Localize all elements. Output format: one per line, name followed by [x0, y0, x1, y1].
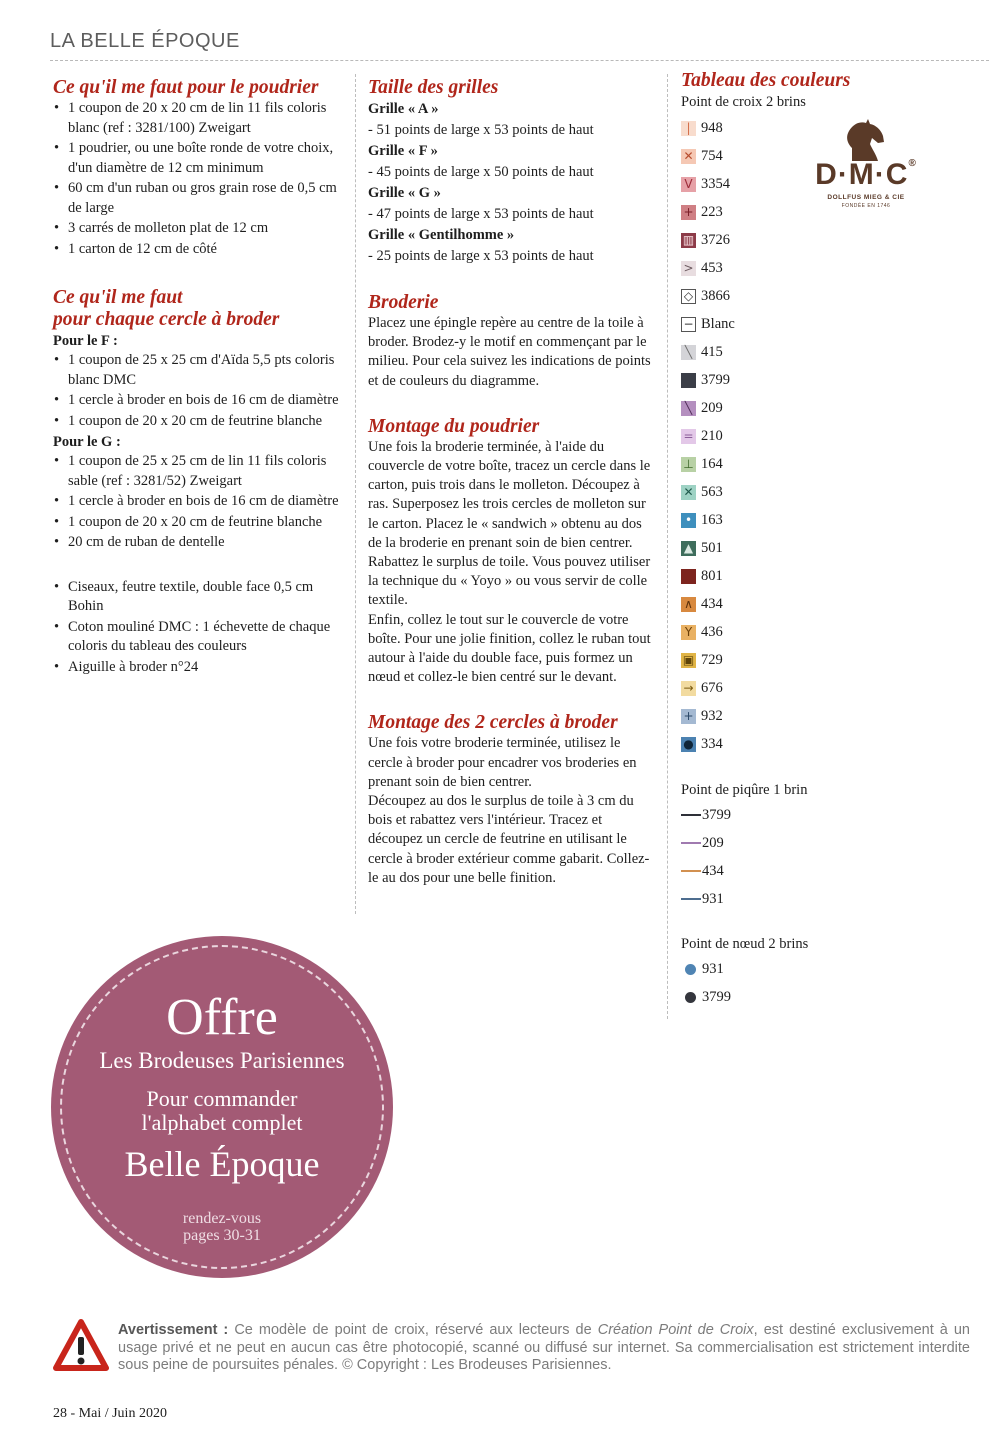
color-swatch-row [681, 674, 821, 702]
supplies-column [53, 77, 345, 678]
offer-badge[interactable] [51, 936, 393, 1278]
magazine-name: Création Point de Croix [597, 1322, 754, 1338]
supplies-hoop-title-line1: Ce qu'il me faut [53, 287, 183, 308]
backstitch-line-icon [681, 870, 701, 872]
offer-brand: Les Brodeuses Parisiennes [99, 1048, 345, 1073]
color-swatch-row [681, 730, 821, 758]
backstitch-row [681, 829, 821, 857]
list-item: • 1 poudrier, ou une boîte ronde de votre choix, d'un diamètre de 12 cm minimum [53, 139, 345, 178]
page-section-title: LA BELLE ÉPOQUE [50, 30, 240, 52]
cross-stitch-symbol-icon: ∧ [681, 597, 696, 612]
color-swatch-row [681, 366, 821, 394]
color-swatch-row [681, 646, 821, 674]
backstitch-line-icon [681, 842, 701, 844]
dmc-color-code: 415 [701, 343, 723, 360]
dmc-color-code: 3799 [702, 988, 731, 1005]
dmc-color-code: 563 [701, 483, 723, 500]
color-swatch-row [681, 702, 821, 730]
cross-stitch-symbol-icon: > [681, 261, 696, 276]
offer-title: Offre [166, 989, 278, 1046]
montage-poudrier-title: Montage du poudrier [368, 415, 540, 437]
french-knot-dot-icon [685, 964, 696, 975]
cross-stitch-symbol-icon: → [681, 681, 696, 696]
dmc-color-code: 209 [701, 399, 723, 416]
dmc-registered: ® [908, 158, 917, 169]
color-swatch-row [681, 394, 821, 422]
cross-stitch-symbol-icon: ╲ [681, 345, 696, 360]
supplies-powder-box-list [53, 99, 345, 259]
backstitch-row [681, 857, 821, 885]
color-swatch-row [681, 562, 821, 590]
list-item: • 20 cm de ruban de dentelle [53, 533, 345, 553]
dmc-color-code: 3799 [702, 806, 731, 823]
dmc-color-code: 501 [701, 539, 723, 556]
color-table-subtitle: Point de croix 2 brins [681, 94, 806, 110]
dmc-color-code: 3726 [701, 231, 730, 248]
color-swatch-row [681, 618, 821, 646]
dmc-color-code: 334 [701, 735, 723, 752]
list-item: • 1 cercle à broder en bois de 16 cm de diamètre [53, 391, 345, 411]
cross-stitch-symbol-icon: V [681, 177, 696, 192]
french-knot-row [681, 955, 821, 983]
grid-label: Grille « G » [368, 185, 441, 201]
grid-label: Grille « F » [368, 143, 438, 159]
backstitch-line-icon [681, 814, 701, 816]
color-swatch-row [681, 478, 821, 506]
backstitch-row [681, 801, 821, 829]
color-swatch-row [681, 282, 821, 310]
french-knot-dot-icon [685, 992, 696, 1003]
cross-stitch-symbol-icon: + [681, 205, 696, 220]
backstitch-list [681, 801, 821, 913]
backstitch-line-icon [681, 898, 701, 900]
header-divider [50, 60, 989, 61]
color-table-column [681, 70, 851, 1011]
color-swatch-row [681, 422, 821, 450]
dmc-color-code: 729 [701, 651, 723, 668]
cross-stitch-symbol-icon: ▥ [682, 233, 695, 247]
dmc-color-code: 210 [701, 427, 723, 444]
color-swatch-row [681, 254, 821, 282]
dmc-color-code: 676 [701, 679, 723, 696]
backstitch-title: Point de piqûre 1 brin [681, 782, 808, 798]
dmc-color-code: 434 [702, 862, 724, 879]
offer-ref-1: rendez-vous [182, 1210, 262, 1227]
dmc-color-code: 3799 [701, 371, 730, 388]
dmc-color-code: 434 [701, 595, 723, 612]
dmc-color-code: 801 [701, 567, 723, 584]
cross-stitch-symbol-icon [681, 569, 696, 584]
montage-poudrier-text-1: Une fois la broderie terminée, à l'aide du couvercle de votre boîte, tracez un cercle dans le carton, puis trois dans le molleton. Découpez à ras. Superposez les trois cercles de molleton sur le carton. Placez le « sandwich » obtenu au dos de la broderie en prenant soin de bien centrer. Rabattez le surplus de toile. Vous pouvez utiliser la technique du « Yoyo » ou vous servir de colle textile. [368, 438, 651, 609]
cross-stitch-symbol-icon: ╲ [681, 401, 696, 416]
french-knot-title: Point de nœud 2 brins [681, 936, 809, 952]
dmc-brand-name: D·M·C [815, 158, 909, 191]
cross-stitch-symbol-icon: + [681, 709, 696, 724]
grid-size: - 45 points de large x 50 points de haut [368, 164, 594, 180]
dmc-color-code: 948 [701, 119, 723, 136]
color-swatch-list [681, 114, 821, 758]
offer-line-2: l'alphabet complet [141, 1110, 303, 1135]
dmc-color-code: 223 [701, 203, 723, 220]
cross-stitch-symbol-icon: = [681, 429, 696, 444]
dmc-color-code: 3354 [701, 175, 730, 192]
cross-stitch-symbol-icon: ⊥ [681, 457, 696, 472]
cross-stitch-symbol-icon: − [681, 317, 696, 332]
cross-stitch-symbol-icon: • [681, 513, 696, 528]
cross-stitch-symbol-icon: ▣ [682, 653, 695, 667]
broderie-title: Broderie [368, 292, 439, 313]
dmc-color-code: 931 [702, 960, 724, 977]
supplies-misc-list [53, 578, 345, 678]
warning-text-a: Ce modèle de point de croix, réservé aux lecteurs de [234, 1322, 592, 1338]
list-item: • 1 cercle à broder en bois de 16 cm de diamètre [53, 492, 345, 512]
grid-sizes-title: Taille des grilles [368, 77, 499, 98]
grid-size: - 47 points de large x 53 points de haut [368, 206, 594, 222]
supplies-g-label: Pour le G : [53, 434, 121, 450]
offer-product: Belle Époque [124, 1144, 320, 1184]
dmc-color-code: 3866 [701, 287, 730, 304]
supplies-g-list [53, 452, 345, 553]
copyright-warning [118, 1322, 970, 1375]
grid-label: Grille « A » [368, 101, 439, 117]
list-item: • 1 carton de 12 cm de côté [53, 240, 345, 260]
list-item: • 1 coupon de 25 x 25 cm d'Aïda 5,5 pts coloris blanc DMC [53, 351, 345, 390]
color-swatch-row [681, 310, 821, 338]
dmc-logo [796, 118, 936, 210]
color-swatch-row [681, 226, 821, 254]
color-swatch-row [681, 338, 821, 366]
grid-sizes-list [368, 99, 651, 267]
supplies-f-list [53, 351, 345, 431]
warning-icon [53, 1318, 109, 1379]
broderie-text: Placez une épingle repère au centre de la toile à broder. Brodez-y le motif en commençant par le milieu. Pour cela suivez les indications de points et de couleurs du diagramme. [368, 315, 651, 389]
instructions-column [368, 77, 651, 888]
list-item: • Ciseaux, feutre textile, double face 0,5 cm Bohin [53, 578, 345, 617]
list-item: • Aiguille à broder n°24 [53, 658, 345, 678]
cross-stitch-symbol-icon: | [681, 121, 696, 136]
supplies-f-label: Pour le F : [53, 333, 118, 349]
dmc-color-code: Blanc [701, 315, 735, 332]
grid-label: Grille « Gentilhomme » [368, 227, 515, 243]
cross-stitch-symbol-icon: ● [681, 737, 696, 752]
montage-poudrier-text-2: Enfin, collez le tout sur le couvercle de votre boîte. Pour une jolie finition, collez le ruban tout autour à l'aide du double face, puis formez un nœud et collez-le bien centré sur le devant. [368, 611, 651, 686]
dmc-color-code: 164 [701, 455, 723, 472]
column-divider-2 [667, 74, 668, 1019]
offer-ref-2: pages 30-31 [183, 1227, 261, 1244]
list-item: • 1 coupon de 20 x 20 cm de feutrine blanche [53, 513, 345, 533]
montage-cercles-title: Montage des 2 cercles à broder [368, 712, 618, 734]
cross-stitch-symbol-icon: Y [681, 625, 696, 640]
cross-stitch-symbol-icon [681, 373, 696, 388]
dmc-subtitle-2: FONDÉE EN 1746 [841, 203, 891, 209]
supplies-powder-box-title: Ce qu'il me faut pour le poudrier [53, 77, 319, 98]
montage-cercles-text-2: Découpez au dos le surplus de toile à 3 cm du bois et rabattez vers l'intérieur. Tracez et découpez un cercle de feutrine en utilisant le cercle à broder extérieur comme gabarit. Collez-le au dos pour une belle finition. [368, 793, 650, 886]
backstitch-row [681, 885, 821, 913]
list-item: • Coton mouliné DMC : 1 échevette de chaque coloris du tableau des couleurs [53, 618, 345, 657]
list-item: • 60 cm d'un ruban ou gros grain rose de 0,5 cm de large [53, 179, 345, 218]
dmc-color-code: 209 [702, 834, 724, 851]
dmc-color-code: 163 [701, 511, 723, 528]
list-item: • 1 coupon de 25 x 25 cm de lin 11 fils coloris sable (ref : 3281/52) Zweigart [53, 452, 345, 491]
french-knot-list [681, 955, 821, 1011]
color-swatch-row [681, 534, 821, 562]
horse-head-icon [796, 118, 936, 163]
list-item: • 1 coupon de 20 x 20 cm de feutrine blanche [53, 412, 345, 432]
dmc-color-code: 754 [701, 147, 723, 164]
color-swatch-row [681, 450, 821, 478]
grid-size: - 25 points de large x 53 points de haut [368, 248, 594, 264]
dmc-color-code: 931 [702, 890, 724, 907]
supplies-hoop-title-line2: pour chaque cercle à broder [53, 309, 280, 330]
dmc-color-code: 453 [701, 259, 723, 276]
offer-line-1: Pour commander [146, 1086, 298, 1111]
dmc-color-code: 932 [701, 707, 723, 724]
color-swatch-row [681, 590, 821, 618]
dmc-brand [796, 158, 936, 192]
cross-stitch-symbol-icon: ✕ [681, 485, 696, 500]
warning-text-b: , est destiné exclusivement à un usage privé et ne peut en aucun cas être photocopié, scanné ou diffusé sur internet. Sa commercialisation est strictement interdite sous peine de poursuites pénales. © Copyright : Les Brodeuses Parisiennes. [118, 1322, 970, 1373]
column-divider-1 [355, 74, 356, 914]
color-swatch-row [681, 506, 821, 534]
page-footer: 28 - Mai / Juin 2020 [53, 1406, 167, 1421]
list-item: • 3 carrés de molleton plat de 12 cm [53, 219, 345, 239]
color-table-title: Tableau des couleurs [681, 70, 851, 91]
list-item: • 1 coupon de 20 x 20 cm de lin 11 fils coloris blanc (ref : 3281/100) Zweigart [53, 99, 345, 138]
cross-stitch-symbol-icon: ◇ [681, 289, 696, 304]
cross-stitch-symbol-icon: ▲ [681, 541, 696, 556]
french-knot-row [681, 983, 821, 1011]
warning-label: Avertissement : [118, 1322, 229, 1338]
dmc-color-code: 436 [701, 623, 723, 640]
dmc-subtitle-1: DOLLFUS MIEG & CIE [827, 194, 905, 201]
montage-cercles-text-1: Une fois votre broderie terminée, utilisez le cercle à broder pour encadrer vos broderies en prenant soin de bien centrer. [368, 735, 637, 790]
cross-stitch-symbol-icon: ✕ [681, 149, 696, 164]
grid-size: - 51 points de large x 53 points de haut [368, 122, 594, 138]
